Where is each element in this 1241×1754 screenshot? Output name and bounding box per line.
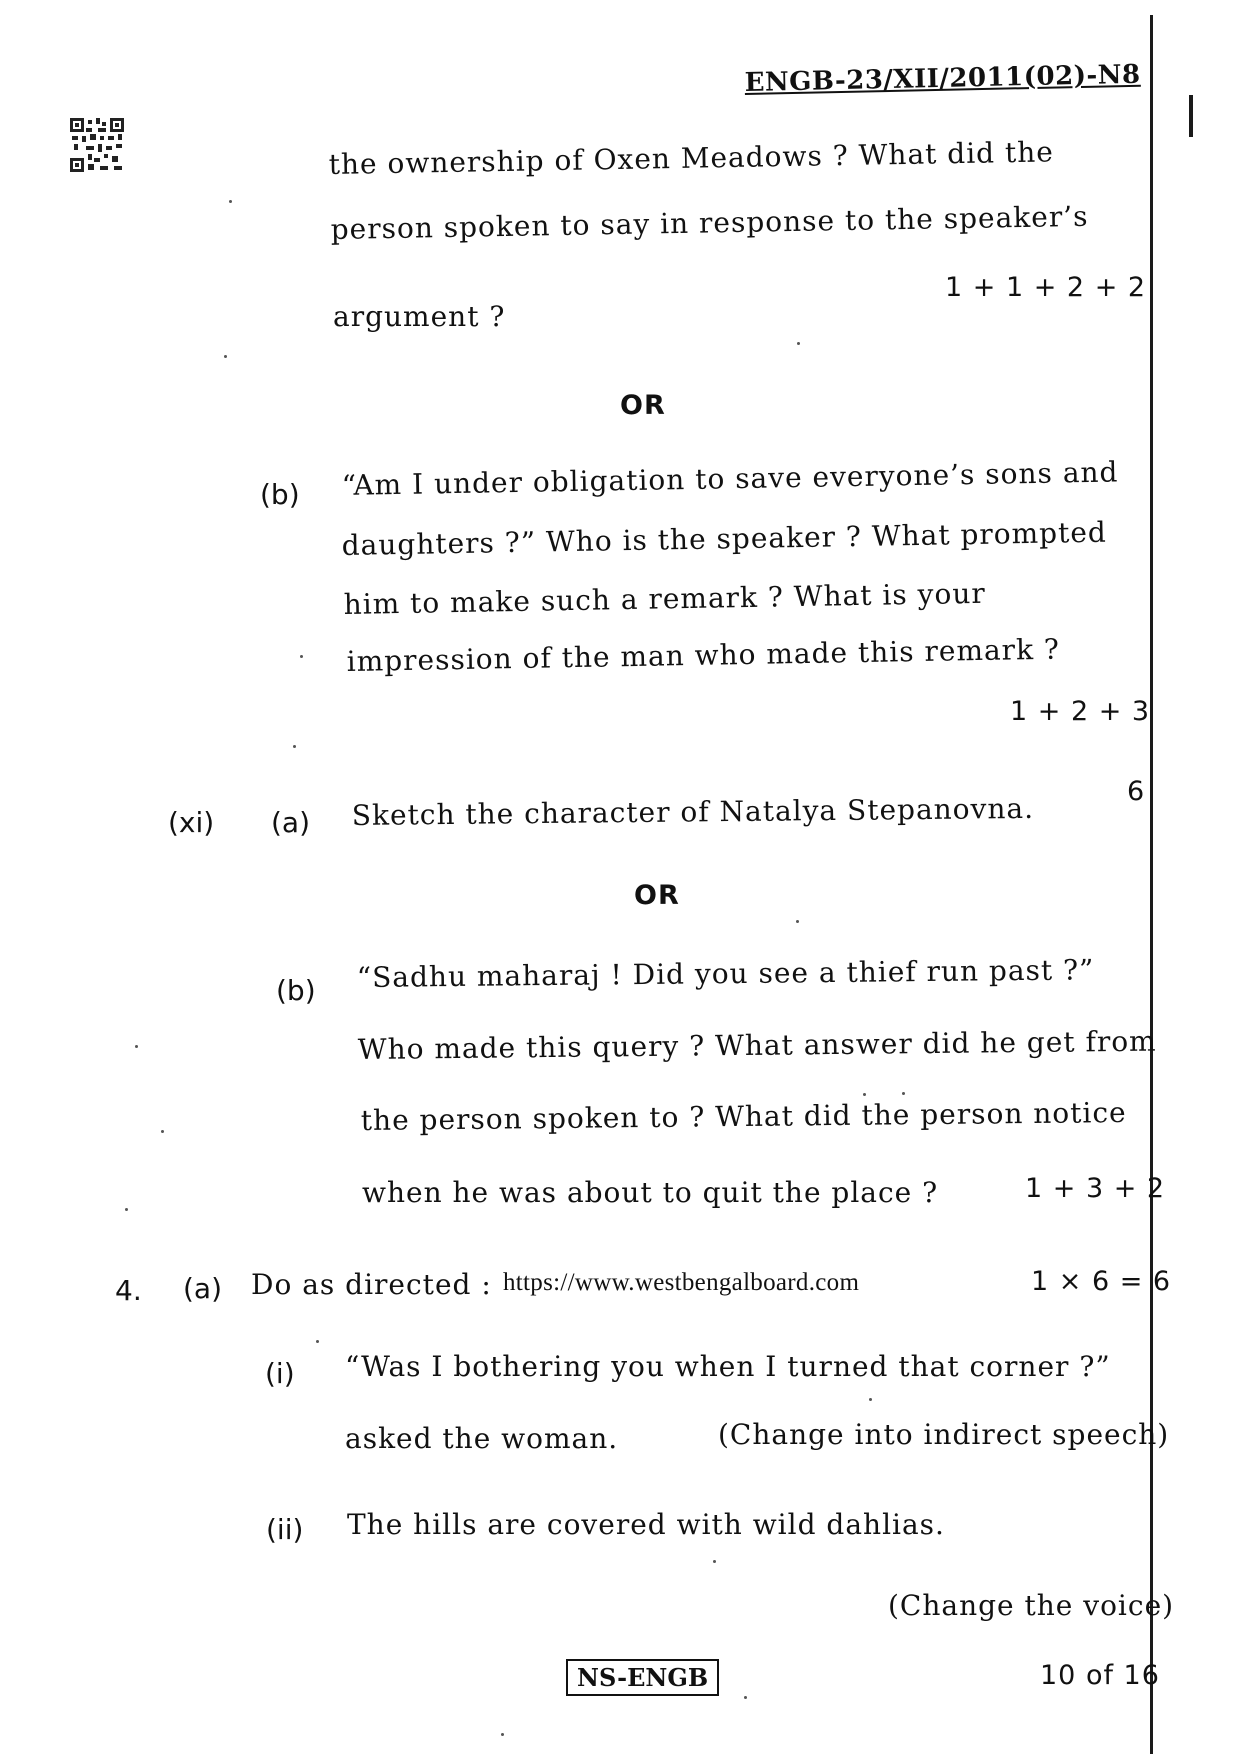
scan-speck — [744, 1696, 747, 1699]
question-text-line: “Am I under obligation to save everyone’s sons and — [341, 455, 1119, 502]
question-text-line: Sketch the character of Natalya Stepanovna. — [351, 791, 1035, 832]
question-text-line: when he was about to quit the place ? — [362, 1176, 939, 1209]
scan-speck — [293, 745, 296, 748]
scan-speck — [713, 1560, 716, 1563]
scan-speck — [300, 655, 303, 658]
scan-speck — [125, 1208, 128, 1211]
question-text-line: the person spoken to ? What did the person notice — [360, 1095, 1127, 1137]
watermark-url: https://www.westbengalboard.com — [503, 1269, 860, 1296]
scan-speck — [902, 1092, 905, 1095]
paper-code-header: ENGB-23/XII/2011(02)-N8 — [744, 59, 1141, 98]
instruction-direction: (Change the voice) — [888, 1589, 1175, 1622]
question-text-line: daughters ?” Who is the speaker ? What prompted — [341, 515, 1108, 562]
question-number: (xi) — [168, 806, 215, 839]
scan-speck — [161, 1130, 164, 1133]
instruction-direction: (Change into indirect speech) — [718, 1418, 1170, 1451]
page-number: 10 of 16 — [1040, 1660, 1160, 1691]
question-text-line: The hills are covered with wild dahlias. — [347, 1508, 945, 1541]
question-text-line: “Was I bothering you when I turned that corner ?” — [345, 1350, 1111, 1383]
option-label: (b) — [260, 478, 300, 511]
or-separator: OR — [634, 880, 680, 911]
question-text-line: person spoken to say in response to the speaker’s — [330, 199, 1089, 246]
footer-subject-code: NS-ENGB — [566, 1659, 719, 1696]
question-text-line: impression of the man who made this remark ? — [346, 632, 1061, 678]
scan-speck — [869, 1398, 872, 1401]
marks-allocation: 1 × 6 = 6 — [1031, 1266, 1172, 1297]
scan-speck — [229, 200, 232, 203]
option-label: (b) — [276, 974, 316, 1007]
or-separator: OR — [620, 390, 666, 421]
scan-speck — [135, 1045, 138, 1048]
scan-speck — [501, 1733, 504, 1736]
question-number: 4. — [115, 1274, 142, 1307]
question-text-line: him to make such a remark ? What is your — [343, 576, 986, 621]
sub-item-label: (i) — [265, 1357, 295, 1390]
sub-item-label: (ii) — [266, 1513, 304, 1546]
question-text-line: argument ? — [333, 300, 506, 333]
scan-speck — [224, 355, 227, 358]
right-margin-rule — [1150, 15, 1153, 1754]
instruction-text: Do as directed : — [251, 1268, 492, 1301]
question-text-line: the ownership of Oxen Meadows ? What did the — [328, 135, 1055, 181]
scan-speck — [797, 342, 800, 345]
question-text-line: asked the woman. — [345, 1422, 619, 1455]
marks-allocation: 1 + 3 + 2 — [1025, 1173, 1166, 1204]
option-label: (a) — [183, 1272, 223, 1305]
marks-allocation: 1 + 1 + 2 + 2 — [945, 272, 1147, 303]
edge-mark — [1189, 95, 1193, 137]
scan-speck — [796, 920, 799, 923]
qr-code — [70, 118, 124, 172]
scan-speck — [863, 1093, 866, 1096]
question-text-line: Who made this query ? What answer did he get from — [357, 1024, 1157, 1066]
scan-speck — [316, 1340, 319, 1343]
marks-allocation: 6 — [1127, 776, 1146, 807]
question-text-line: “Sadhu maharaj ! Did you see a thief run past ?” — [356, 953, 1095, 994]
marks-allocation: 1 + 2 + 3 — [1010, 696, 1151, 727]
option-label: (a) — [271, 806, 311, 839]
